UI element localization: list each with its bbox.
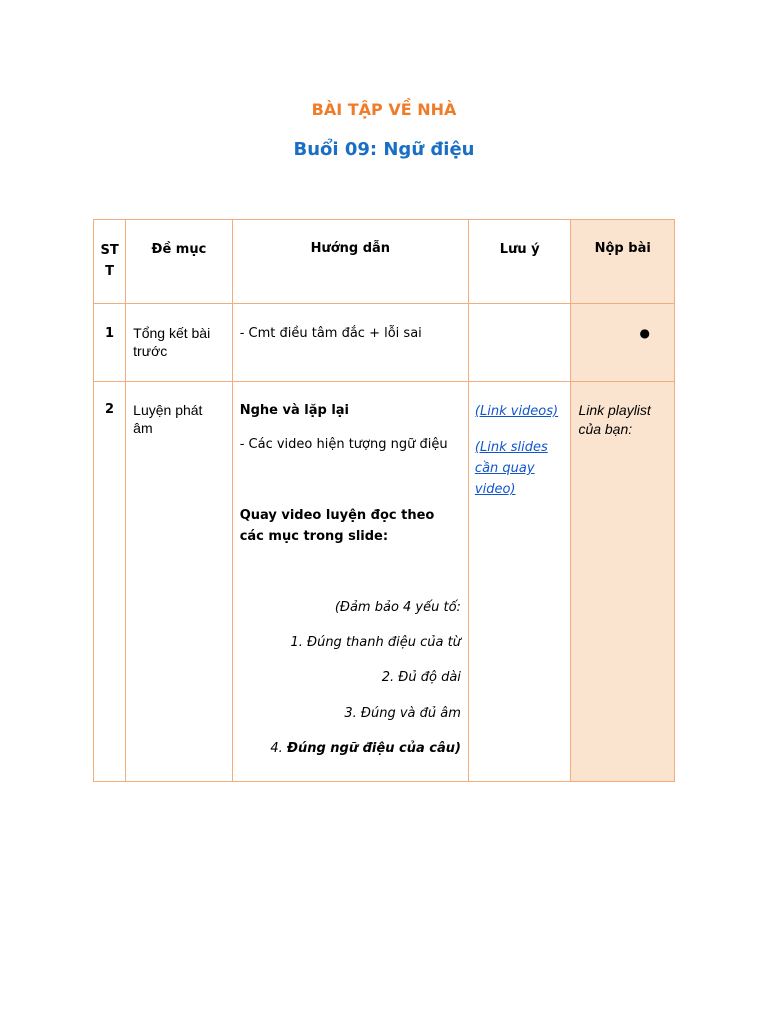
row1-stt: 1 (105, 326, 115, 341)
row2-de-muc: Luyện phát âm (133, 402, 203, 436)
document-title: BÀI TẬP VỀ NHÀ (311, 100, 457, 119)
bullet-icon: ● (639, 326, 650, 340)
requirement-2: 2. Đủ độ dài (381, 670, 461, 685)
table-row (94, 304, 675, 382)
requirement-3: 3. Đúng và đủ âm (344, 706, 461, 721)
table-header-row (94, 220, 675, 304)
videos-link[interactable]: (Link videos) (474, 404, 559, 419)
row1-huong-dan: - Cmt điều tâm đắc + lỗi sai (239, 326, 422, 341)
header-de-muc-cell (126, 220, 233, 304)
row1-luu-y-cell (468, 304, 571, 382)
row2-luu-y-cell (468, 382, 571, 782)
header-stt-cell (94, 220, 126, 304)
header-stt-line2: T (105, 264, 115, 279)
header-de-muc: Đề mục (151, 242, 207, 257)
header-luu-y: Lưu ý (499, 242, 540, 257)
requirement-4-text: Đúng ngữ điệu của câu) (286, 741, 461, 756)
row1-nop-bai-cell (571, 304, 675, 382)
playlist-submission-label: Link playlist của bạn: (578, 402, 651, 437)
row1-huong-dan-cell (232, 304, 468, 382)
row2-de-muc-cell (126, 382, 233, 782)
header-nop-bai: Nộp bài (594, 241, 651, 256)
record-video-heading: Quay video luyện đọc theo các mục trong slide: (239, 508, 435, 544)
row2-stt-cell (94, 382, 126, 782)
intonation-videos-line: - Các video hiện tượng ngữ điệu (239, 437, 448, 452)
document-subtitle: Buổi 09: Ngữ điệu (293, 139, 475, 160)
header-luu-y-cell (468, 220, 571, 304)
requirement-4-number: 4. (270, 741, 287, 756)
listen-repeat-heading: Nghe và lặp lại (239, 403, 350, 418)
row1-de-muc-cell (126, 304, 233, 382)
header-huong-dan-cell (232, 220, 468, 304)
header-nop-bai-cell (571, 220, 675, 304)
requirement-4 (240, 738, 461, 759)
row1-de-muc: Tổng kết bài trước (133, 325, 211, 359)
header-stt-line1: ST (100, 243, 119, 258)
header-stt (94, 240, 125, 282)
row1-stt-cell (94, 304, 126, 382)
requirement-1: 1. Đúng thanh điệu của từ (290, 635, 461, 650)
row2-stt: 2 (105, 402, 115, 417)
slides-link[interactable]: (Link slides cần quay video) (474, 440, 548, 497)
homework-table (93, 219, 675, 782)
requirements-intro: (Đảm bảo 4 yếu tố: (334, 600, 461, 615)
table-row (94, 382, 675, 782)
row2-huong-dan-cell (232, 382, 468, 782)
row2-nop-bai-cell (571, 382, 675, 782)
header-huong-dan: Hướng dẫn (310, 241, 391, 256)
